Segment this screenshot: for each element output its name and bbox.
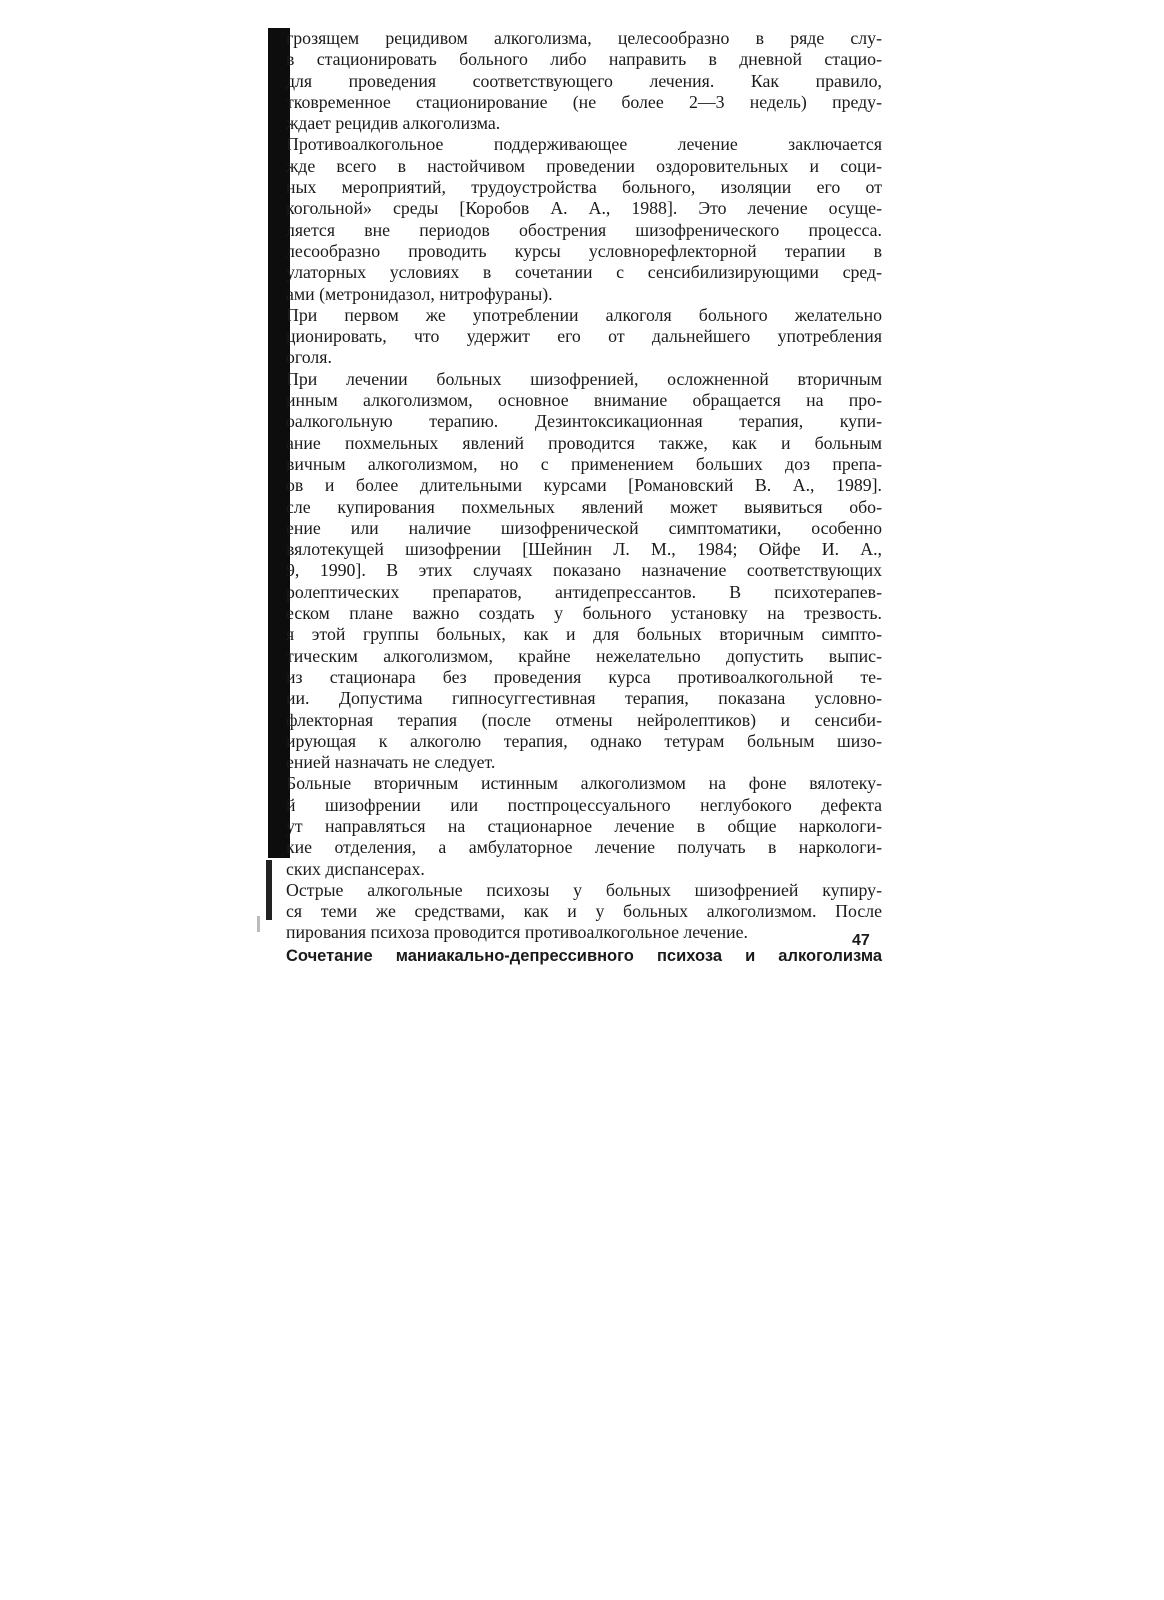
text-line: ляется вне периодов обострения шизофренического процесса. [286, 219, 882, 240]
scan-edge-shadow-lower [266, 860, 272, 920]
text-line: ут направляться на стационарное лечение в общие наркологи- [286, 815, 882, 836]
text-line: ролептических препаратов, антидепрессантов. В психотерапев- [286, 581, 882, 602]
text-line: оалкогольную терапию. Дезинтоксикационная терапия, купи- [286, 411, 882, 432]
text-line: ждает рецидив алкоголизма. [286, 113, 501, 134]
page-text [286, 28, 882, 967]
text-line: При лечении больных шизофренией, осложненной вторичным [286, 368, 882, 389]
text-line: ных мероприятий, трудоустройства больного, изоляции его от [286, 177, 882, 198]
text-line: флекторная терапия (после отмены нейролептиков) и сенсиби- [286, 709, 882, 730]
text-line: ание похмельных явлений проводится также, как и больным [286, 432, 882, 453]
text-line: я этой группы больных, как и для больных вторичным симпто- [286, 624, 882, 645]
text-line: кие отделения, а амбулаторное лечение получать в наркологи- [286, 837, 882, 858]
text-line: улаторных условиях в сочетании с сенсибилизирующими сред- [286, 262, 882, 283]
text-line: тическим алкоголизмом, крайне нежелательно допустить выпис- [286, 645, 882, 666]
text-line: для проведения соответствующего лечения. Как правило, [286, 70, 882, 91]
section-heading: Сочетание маниакально-депрессивного психоза и алкоголизма [286, 946, 882, 965]
page-number: 47 [852, 932, 870, 949]
text-line: ирующая к алкоголю терапия, однако тетурам больным шизо- [286, 730, 882, 751]
text-line: ами (метронидазол, нитрофураны). [286, 283, 553, 304]
text-line: вичным алкоголизмом, но с применением больших доз препа- [286, 453, 882, 474]
text-line: сле купирования похмельных явлений может выявиться обо- [286, 496, 882, 517]
text-line: ционировать, что удержит его от дальнейшего употребления [286, 326, 882, 347]
text-line: Острые алкогольные психозы у больных шизофренией купиру- [286, 879, 882, 900]
text-line: оголя. [286, 347, 332, 368]
text-line: пирования психоза проводится противоалкогольное лечение. [286, 922, 748, 943]
text-line: Противоалкогольное поддерживающее лечение заключается [286, 134, 882, 155]
text-line: ии. Допустима гипносуггестивная терапия, показана условно- [286, 688, 882, 709]
text-line: При первом же употреблении алкоголя больного желательно [286, 304, 882, 325]
text-line: ов и более длительными курсами [Романовский В. А., 1989]. [286, 475, 882, 496]
text-line: инным алкоголизмом, основное внимание обращается на про- [286, 390, 882, 411]
text-line: когольной» среды [Коробов А. А., 1988]. Это лечение осуще- [286, 198, 882, 219]
text-line: из стационара без проведения курса противоалкогольной те- [286, 666, 882, 687]
text-line: в стационировать больного либо направить в дневной стацио- [286, 49, 882, 70]
text-line: Больные вторичным истинным алкоголизмом на фоне вялотеку- [286, 773, 882, 794]
text-line: еском плане важно создать у больного установку на трезвость. [286, 603, 882, 624]
text-line: вялотекущей шизофрении [Шейнин Л. М., 1984; Ойфе И. А., [286, 539, 882, 560]
text-line: жде всего в настойчивом проведении оздоровительных и соци- [286, 155, 882, 176]
text-line: й шизофрении или постпроцессуального неглубокого дефекта [286, 794, 882, 815]
text-line: енией назначать не следует. [286, 752, 496, 773]
text-line: ение или наличие шизофренической симптоматики, особенно [286, 517, 882, 538]
text-line: ся теми же средствами, как и у больных алкоголизмом. После [286, 901, 882, 922]
text-line: 9, 1990]. В этих случаях показано назначение соответствующих [286, 560, 882, 581]
text-line: ских диспансерах. [286, 858, 425, 879]
scan-speck [257, 916, 260, 932]
text-line: тковременное стационирование (не более 2—3 недель) преду- [286, 91, 882, 112]
text-line: грозящем рецидивом алкоголизма, целесообразно в ряде слу- [286, 28, 882, 48]
text-line: лесообразно проводить курсы условнорефлекторной терапии в [286, 240, 882, 261]
